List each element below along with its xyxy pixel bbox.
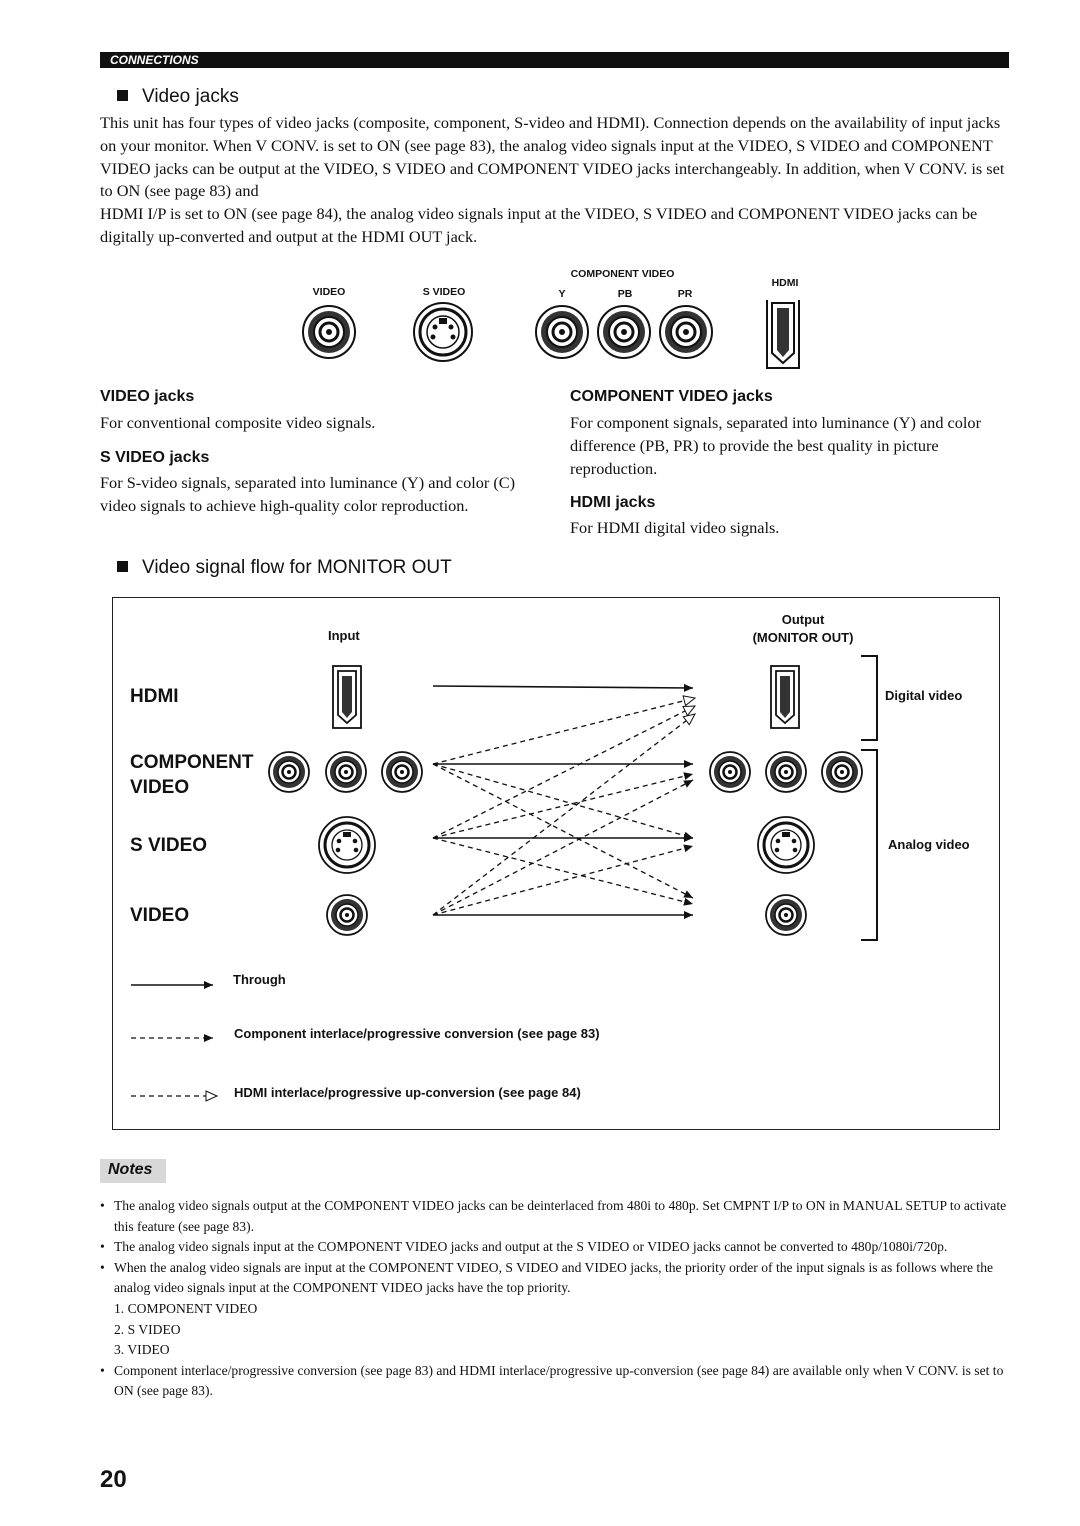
svideo-jack-label: S VIDEO xyxy=(422,286,466,298)
component-conversion-arrows xyxy=(433,764,693,915)
digital-video-label: Digital video xyxy=(885,688,963,703)
output-label: Output xyxy=(781,612,825,627)
row-label-svideo: S VIDEO xyxy=(130,835,208,856)
signal-flow-heading xyxy=(117,557,452,579)
note-text: The analog video signals output at the COMPONENT VIDEO jacks can be deinterlaced from 480i to 480p. Set CMPNT I/P to ON in MANUAL SETUP to activate this feature (see page 83). xyxy=(114,1198,1007,1234)
note-item: • The analog video signals output at the COMPONENT VIDEO jacks can be deinterlaced from 480i to 480p. Set CMPNT I/P to ON in MANUAL SETUP to activate this feature (see page 83). xyxy=(100,1198,1007,1234)
page-number: 20 xyxy=(100,1466,127,1493)
component-jacks-subheading: COMPONENT VIDEO jacks xyxy=(570,388,773,405)
row-label-video: VIDEO xyxy=(130,905,190,926)
row-label-hdmi: HDMI xyxy=(130,686,179,707)
pb-jack-label: PB xyxy=(617,288,633,300)
row-label-component: COMPONENT xyxy=(130,752,254,773)
video-jacks-heading xyxy=(117,86,239,108)
video-jacks-intro xyxy=(100,112,1012,249)
row-label-component-video: VIDEO xyxy=(130,777,190,798)
jack-panel-illustration xyxy=(290,300,810,372)
legend-through: Through xyxy=(233,972,286,987)
intro-paragraph-1: This unit has four types of video jacks (composite, component, S-video and HDMI). Connection depends on the availability of input jacks on your monitor. When V CONV. is set to ON (see page 83), the analog video signals input at the VIDEO, S VIDEO and COMPONENT VIDEO jacks can be output at the VIDEO, S VIDEO and COMPONENT VIDEO jacks interchangeably. In addition, when V CONV. is set to ON (see page 83) and xyxy=(100,113,1005,201)
output-component-pb-jack-icon xyxy=(766,752,806,792)
notes-label: Notes xyxy=(108,1161,153,1178)
section-banner xyxy=(100,52,1009,68)
signal-flow-graphic xyxy=(113,598,999,1129)
output-hdmi-jack-icon xyxy=(771,666,799,728)
video-jack-label: VIDEO xyxy=(312,286,346,298)
hdmi-jack-icon xyxy=(767,300,799,368)
hdmi-upconversion-arrows xyxy=(433,698,695,915)
svideo-jacks-subheading: S VIDEO jacks xyxy=(100,449,210,466)
section-label: CONNECTIONS xyxy=(110,53,199,67)
output-svideo-jack-icon xyxy=(758,817,814,873)
input-video-jack-icon xyxy=(327,895,367,935)
output-component-pr-jack-icon xyxy=(822,752,862,792)
composite-video-jack-icon xyxy=(303,306,355,358)
note-item: • The analog video signals input at the COMPONENT VIDEO jacks and output at the S VIDEO or VIDEO jacks cannot be converted to 480p/1080i/720p. xyxy=(100,1239,948,1255)
input-component-pb-jack-icon xyxy=(326,752,366,792)
video-jacks-title: Video jacks xyxy=(142,86,239,107)
heading-square-icon xyxy=(117,561,128,572)
input-hdmi-jack-icon xyxy=(333,666,361,728)
input-component-pr-jack-icon xyxy=(382,752,422,792)
intro-paragraph-2: HDMI I/P is set to ON (see page 84), the analog video signals input at the VIDEO, S VIDEO and COMPONENT VIDEO jacks can be digitally up-converted and output at the HDMI OUT jack. xyxy=(100,204,978,246)
priority-item: 1. COMPONENT VIDEO xyxy=(114,1300,258,1316)
legend-hdmi-upconversion: HDMI interlace/progressive up-conversion (see page 84) xyxy=(234,1085,581,1100)
monitor-out-label: (MONITOR OUT) xyxy=(752,630,854,645)
component-jack-label: COMPONENT VIDEO xyxy=(570,268,675,280)
digital-video-bracket xyxy=(861,656,877,740)
notes-tag xyxy=(100,1159,166,1183)
video-jacks-desc: For conventional composite video signals. xyxy=(100,413,376,432)
svideo-jacks-desc: For S-video signals, separated into luminance (Y) and color (C) video signals to achieve high-quality color reproduction. xyxy=(100,473,516,515)
input-component-y-jack-icon xyxy=(269,752,309,792)
output-video-jack-icon xyxy=(766,895,806,935)
note-item: • Component interlace/progressive conversion (see page 83) and HDMI interlace/progressive up-conversion (see page 84) are available only when V CONV. is set to ON (see page 83). xyxy=(100,1362,1004,1399)
input-svideo-jack-icon xyxy=(319,817,375,873)
output-component-y-jack-icon xyxy=(710,752,750,792)
hdmi-jack-label: HDMI xyxy=(771,277,799,289)
note-text: Component interlace/progressive conversion (see page 83) and HDMI interlace/progressive up-conversion (see page 84) are available only when V CONV. is set to ON (see page 83). xyxy=(114,1362,1004,1399)
component-pb-jack-icon xyxy=(598,306,650,358)
component-y-jack-icon xyxy=(536,306,588,358)
y-jack-label: Y xyxy=(558,288,566,300)
note-text: The analog video signals input at the COMPONENT VIDEO jacks and output at the S VIDEO or VIDEO jacks cannot be converted to 480p/1080i/720p. xyxy=(114,1239,948,1255)
component-pr-jack-icon xyxy=(660,306,712,358)
note-item: • When the analog video signals are input at the COMPONENT VIDEO, S VIDEO and VIDEO jacks, the priority order of the input signals is as follows where the analog video signals input at the COMPONENT VIDEO jacks have the top priority. xyxy=(100,1259,994,1296)
hdmi-jacks-desc: For HDMI digital video signals. xyxy=(570,518,780,537)
analog-video-label: Analog video xyxy=(888,837,970,852)
analog-video-bracket xyxy=(861,750,877,940)
heading-square-icon xyxy=(117,90,128,101)
pr-jack-label: PR xyxy=(677,288,693,300)
video-jacks-subheading: VIDEO jacks xyxy=(100,388,195,405)
signal-flow-diagram xyxy=(112,597,1000,1130)
note-text: When the analog video signals are input at the COMPONENT VIDEO, S VIDEO and VIDEO jacks, the priority order of the input signals is as follows where the analog video signals input at the COMPONENT VIDEO jacks have the top priority. xyxy=(114,1259,994,1296)
signal-flow-title: Video signal flow for MONITOR OUT xyxy=(142,557,452,578)
priority-item: 3. VIDEO xyxy=(114,1342,170,1358)
priority-item: 2. S VIDEO xyxy=(114,1321,181,1337)
svideo-jack-icon xyxy=(414,303,472,361)
notes-list xyxy=(100,1196,1015,1402)
legend-component-conversion: Component interlace/progressive conversion (see page 83) xyxy=(234,1026,600,1041)
hdmi-jacks-subheading: HDMI jacks xyxy=(570,494,656,511)
input-label: Input xyxy=(328,628,360,643)
component-jacks-desc: For component signals, separated into luminance (Y) and color difference (PB, PR) to provide the best quality in picture reproduction. xyxy=(570,413,981,478)
